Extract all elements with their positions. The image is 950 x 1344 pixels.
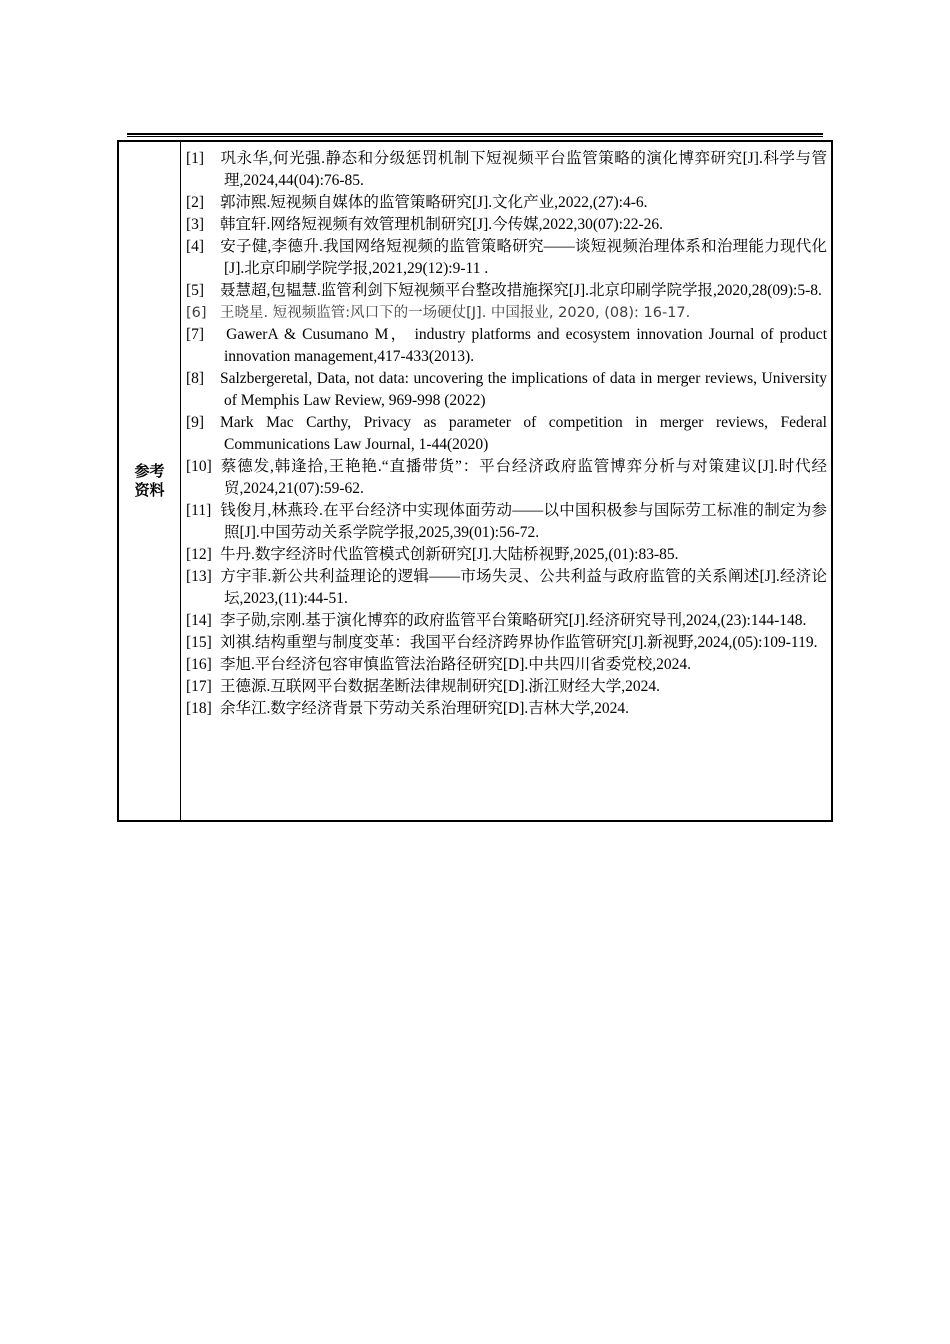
- reference-item: [186, 236, 827, 280]
- reference-item: [186, 368, 827, 412]
- reference-text: 王晓星. 短视频监管:风口下的一场硬仗[J]. 中国报业, 2020, (08): 16-17.: [220, 305, 691, 321]
- reference-number: [10]: [186, 458, 212, 475]
- reference-item: [186, 566, 827, 610]
- reference-number: [4]: [186, 238, 205, 255]
- reference-text: 余华江.数字经济背景下劳动关系治理研究[D].吉林大学,2024.: [220, 700, 630, 717]
- reference-number: [13]: [186, 568, 212, 585]
- reference-text: 蔡德发,韩逢拾,王艳艳.“直播带货”：平台经济政府监管博弈分析与对策建议[J].时代经贸,2024,21(07):59-62.: [220, 458, 827, 497]
- section-label: [132, 462, 168, 500]
- reference-item: [186, 280, 827, 302]
- reference-text: Salzbergeretal, Data, not data: uncovering the implications of data in merger reviews, University of Memphis Law Review, 969-998 (2022): [220, 370, 827, 409]
- reference-item: [186, 676, 827, 698]
- reference-number: [1]: [186, 150, 205, 167]
- reference-item: [186, 610, 827, 632]
- reference-number: [6]: [186, 305, 207, 321]
- reference-item: [186, 148, 827, 192]
- reference-number: [7]: [186, 326, 205, 343]
- reference-text: 刘祺.结构重塑与制度变革：我国平台经济跨界协作监管研究[J].新视野,2024,(05):109-119.: [220, 634, 818, 651]
- reference-number: [18]: [186, 700, 212, 717]
- reference-item: [186, 456, 827, 500]
- reference-item: [186, 302, 827, 324]
- reference-item: [186, 412, 827, 456]
- section-label-line-2: 资料: [134, 481, 165, 499]
- reference-text: 李旭.平台经济包容审慎监管法治路径研究[D].中共四川省委党校,2024.: [220, 656, 692, 673]
- reference-text: 王德源.互联网平台数据垄断法律规制研究[D].浙江财经大学,2024.: [220, 678, 661, 695]
- header-rule: [127, 133, 823, 135]
- reference-item: [186, 544, 827, 566]
- section-label-line-1: 参考: [134, 462, 165, 480]
- reference-item: [186, 192, 827, 214]
- header-rule-thin: [127, 136, 823, 137]
- reference-number: [14]: [186, 612, 212, 629]
- section-label-cell: [119, 142, 181, 820]
- reference-text: 钱俊月,林燕玲.在平台经济中实现体面劳动——以中国积极参与国际劳工标准的制定为参照[J].中国劳动关系学院学报,2025,39(01):56-72.: [220, 502, 827, 541]
- reference-number: [9]: [186, 414, 205, 431]
- reference-number: [17]: [186, 678, 212, 695]
- reference-number: [2]: [186, 194, 205, 211]
- reference-text: 聂慧超,包韫慧.监管利剑下短视频平台整改措施探究[J].北京印刷学院学报,2020,28(09):5-8.: [220, 282, 822, 299]
- reference-item: [186, 654, 827, 676]
- reference-item: [186, 324, 827, 368]
- references-table: [117, 140, 833, 822]
- reference-text: GawerA & Cusumano M， industry platforms and ecosystem innovation Journal of product innovation management,417-433(2013).: [220, 326, 827, 365]
- reference-item: [186, 500, 827, 544]
- reference-number: [3]: [186, 216, 205, 233]
- reference-item: [186, 214, 827, 236]
- reference-text: 安子健,李德升.我国网络短视频的监管策略研究——谈短视频治理体系和治理能力现代化[J].北京印刷学院学报,2021,29(12):9-11 .: [220, 238, 827, 277]
- reference-list: [181, 142, 831, 820]
- reference-text: 巩永华,何光强.静态和分级惩罚机制下短视频平台监管策略的演化博弈研究[J].科学与管理,2024,44(04):76-85.: [220, 150, 827, 189]
- reference-text: 方宇菲.新公共利益理论的逻辑——市场失灵、公共利益与政府监管的关系阐述[J].经济论坛,2023,(11):44-51.: [220, 568, 827, 607]
- reference-text: 郭沛熙.短视频自媒体的监管策略研究[J].文化产业,2022,(27):4-6.: [220, 194, 648, 211]
- reference-number: [8]: [186, 370, 205, 387]
- reference-number: [12]: [186, 546, 212, 563]
- reference-number: [15]: [186, 634, 212, 651]
- reference-text: 韩宜轩.网络短视频有效管理机制研究[J].今传媒,2022,30(07):22-26.: [220, 216, 664, 233]
- reference-number: [11]: [186, 502, 212, 519]
- reference-number: [5]: [186, 282, 205, 299]
- reference-text: Mark Mac Carthy, Privacy as parameter of competition in merger reviews, Federal Communications Law Journal, 1-44(2020): [220, 414, 827, 453]
- reference-item: [186, 698, 827, 720]
- reference-text: 李子勋,宗刚.基于演化博弈的政府监管平台策略研究[J].经济研究导刊,2024,(23):144-148.: [220, 612, 807, 629]
- reference-text: 牛丹.数字经济时代监管模式创新研究[J].大陆桥视野,2025,(01):83-85.: [220, 546, 679, 563]
- reference-number: [16]: [186, 656, 212, 673]
- reference-item: [186, 632, 827, 654]
